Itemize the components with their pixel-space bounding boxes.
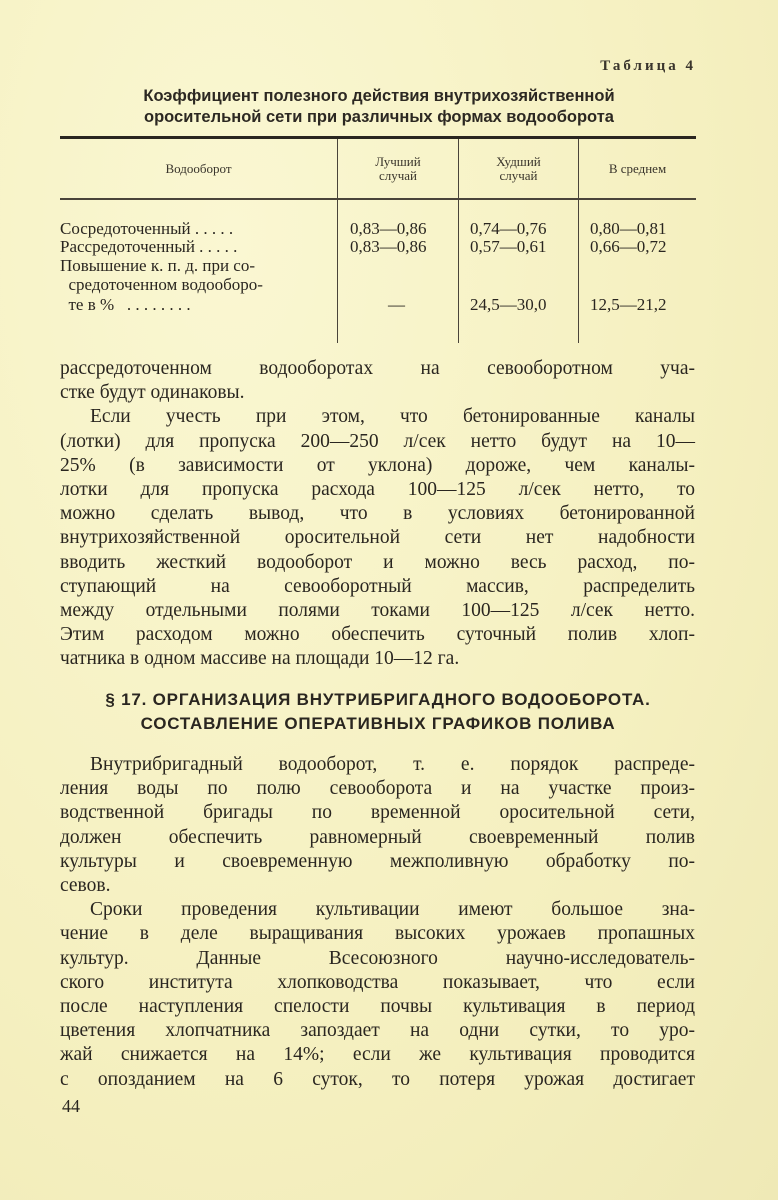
text-line: 25% (в зависимости от уклона) дороже, чем каналы- — [60, 454, 695, 476]
text-line: Если учесть при этом, что бетонированные каналы — [90, 406, 695, 428]
table-title-line: Коэффициент полезного действия внутрихозяйственной — [143, 87, 615, 105]
text-line: культур. Данные Всесоюзного научно-исследователь- — [60, 947, 695, 969]
cell-worst: 0,57—0,61 — [470, 237, 547, 256]
text-line: цветения хлопчатника запоздает на одни сутки, то уро- — [60, 1020, 695, 1042]
cell-average: 12,5—21,2 — [590, 295, 667, 314]
text-line: можно сделать вывод, что в условиях бетонированной — [60, 503, 695, 525]
column-divider — [578, 200, 579, 343]
body-paragraph — [60, 753, 695, 1092]
page-number: 44 — [62, 1096, 80, 1116]
text-line: водственной бригады по временной оросительной сети, — [60, 802, 695, 824]
text-line: стке будут одинаковы. — [60, 382, 245, 404]
text-line: жай снижается на 14%; если же культивация проводится — [60, 1044, 695, 1066]
text-line: вводить жесткий водооборот и можно весь расход, по- — [60, 551, 695, 573]
row-label: Сосредоточенный . . . . . — [60, 219, 234, 238]
header-vodooborot: Водооборот — [165, 160, 232, 176]
table-title — [60, 86, 698, 128]
text-line: чатника в одном массиве на площади 10—12 га. — [60, 648, 460, 670]
text-line: внутрихозяйственной оросительной сети нет надобности — [60, 527, 695, 549]
text-line: Внутрибригадный водооборот, т. е. порядок распреде- — [90, 754, 695, 775]
header-best-case — [338, 139, 458, 198]
text-line: лотки для пропуска расхода 100—125 л/сек нетто, то — [60, 479, 695, 501]
row-label: те в % . . . . . . . . — [60, 295, 191, 314]
header-line: случай — [499, 167, 538, 183]
table-title-line: оросительной сети при различных формах водооборота — [144, 108, 614, 126]
text-line: Этим расходом можно обеспечить суточный полив хлоп- — [60, 624, 695, 646]
text-line: ления воды по полю севооборота и на участке произ- — [60, 778, 695, 800]
row-label: Повышение к. п. д. при со- — [60, 256, 256, 275]
column-divider — [458, 200, 459, 343]
text-line: рассредоточенном водооборотах на севооборотном уча- — [60, 358, 695, 379]
table-label: Таблица 4 — [600, 58, 696, 74]
header-worst-case — [459, 139, 578, 198]
cell-best: — — [388, 295, 405, 314]
header-line: Худший — [496, 153, 541, 169]
text-line: (лотки) для пропуска 200—250 л/сек нетто будут на 10— — [60, 430, 695, 452]
section-heading-line: § 17. ОРГАНИЗАЦИЯ ВНУТРИБРИГАДНОГО ВОДООБОРОТА. — [105, 690, 651, 709]
body-paragraph — [60, 357, 695, 672]
cell-average: 0,80—0,81 — [590, 219, 667, 238]
header-line: случай — [378, 167, 418, 183]
text-line: после наступления спелости почвы культивация в период — [60, 996, 695, 1018]
text-line: севов. — [60, 875, 111, 897]
row-label: средоточенном водооборо- — [60, 275, 263, 294]
text-line: с опозданием на 6 суток, то потеря урожая достигает — [60, 1068, 695, 1090]
cell-best: 0,83—0,86 — [350, 237, 427, 256]
header-line: Лучший — [375, 153, 421, 169]
text-line: Сроки проведения культивации имеют большое зна- — [90, 899, 695, 921]
text-line: чение в деле выращивания высоких урожаев пропашных — [60, 923, 695, 945]
text-line: должен обеспечить равномерный своевременный полив — [60, 826, 695, 848]
column-divider — [337, 200, 338, 343]
section-heading-line: СОСТАВЛЕНИЕ ОПЕРАТИВНЫХ ГРАФИКОВ ПОЛИВА — [140, 714, 616, 733]
text-line: ступающий на севооборотный массив, распределить — [60, 575, 695, 597]
row-label: Рассредоточенный . . . . . — [60, 237, 238, 256]
header-average: В среднем — [608, 160, 667, 176]
cell-average: 0,66—0,72 — [590, 237, 667, 256]
cell-best: 0,83—0,86 — [350, 219, 427, 238]
table-header-rule — [60, 198, 696, 200]
section-heading — [60, 688, 696, 736]
text-line: между отдельными полями токами 100—125 л/сек нетто. — [60, 600, 695, 622]
text-line: ского института хлопководства показывает, что если — [60, 971, 695, 993]
cell-worst: 24,5—30,0 — [470, 295, 547, 314]
text-line: культуры и своевременную межполивную обработку по- — [60, 850, 695, 872]
cell-worst: 0,74—0,76 — [470, 219, 547, 238]
